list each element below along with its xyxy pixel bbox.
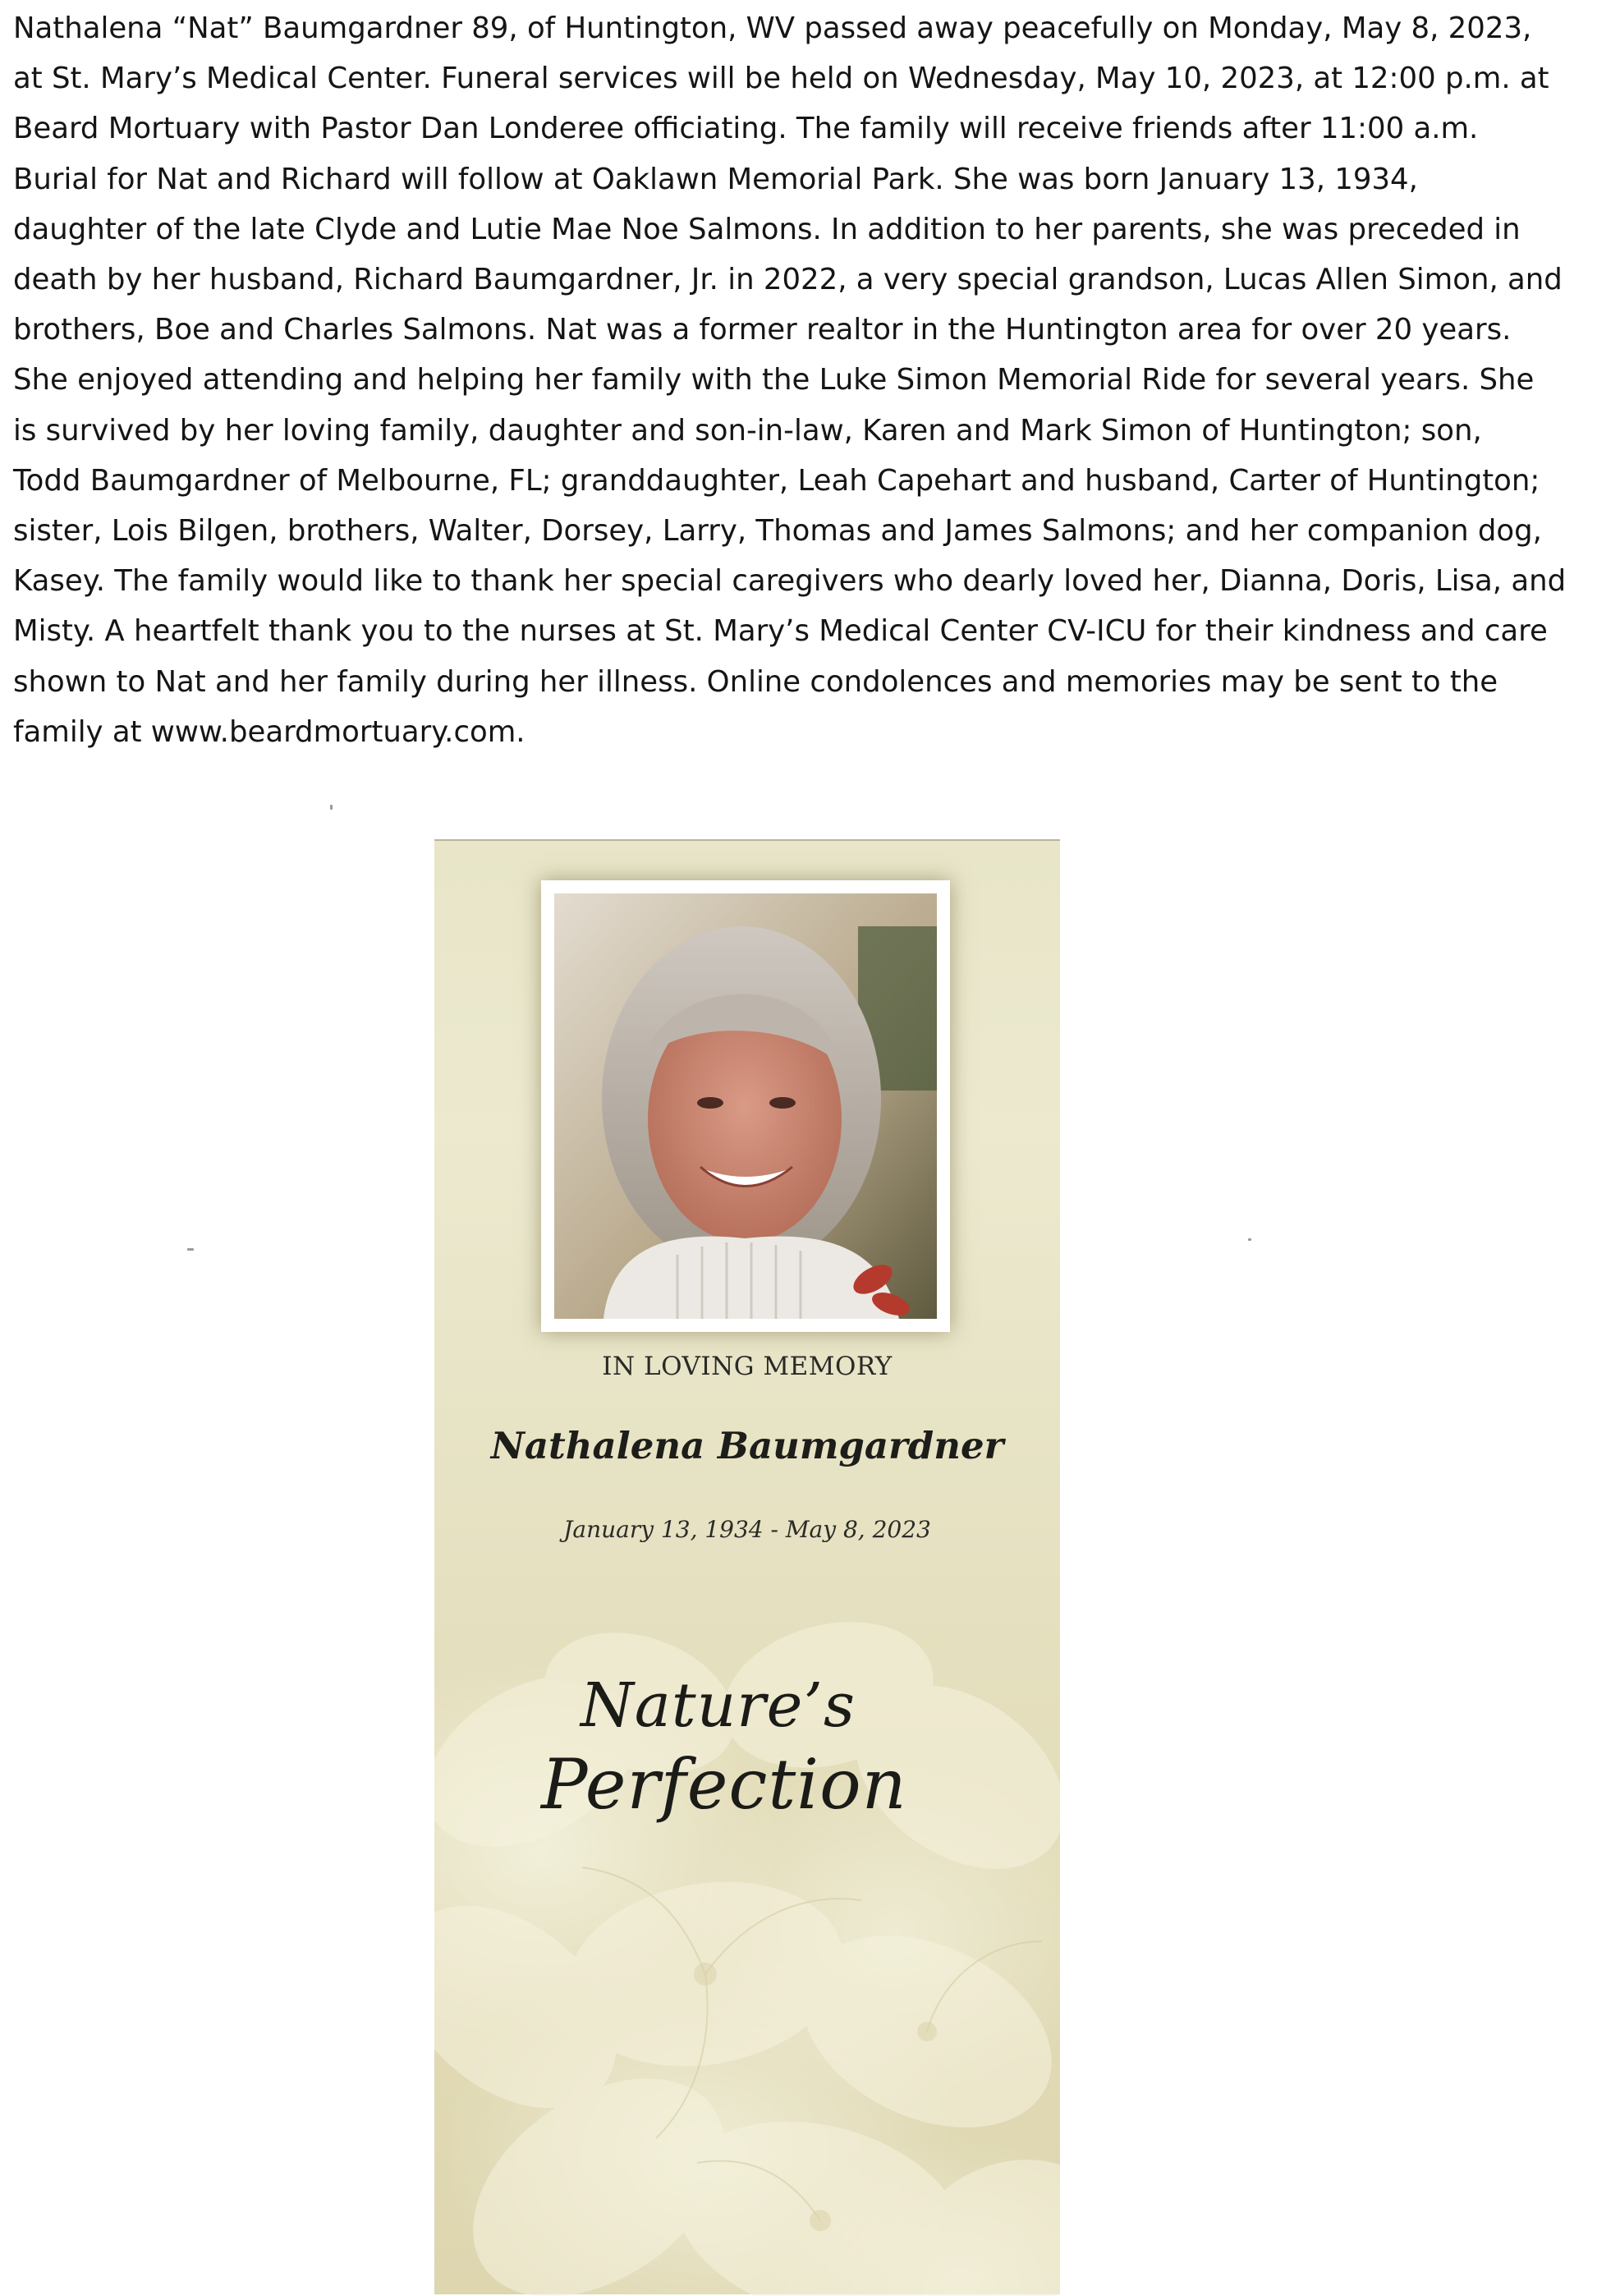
obituary-text: Nathalena “Nat” Baumgardner 89, of Huntington, WV passed away peacefully on Monday, May 8, 2023, at St. Mary’s Medical Center. Funeral services will be held on Wednesday, May 10, 2023, at 12:00 p.m. at Beard Mortuary with Pastor Dan Londeree officiating. The family will receive friends after 11:00 a.m. Burial for Nat and Richard will follow at Oaklawn Memorial Park. She was born January 13, 1934, daughter of the late Clyde and Lutie Mae Noe Salmons. In addition to her parents, she was preceded in death by her husband, Richard Baumgardner, Jr. in 2022, a very special grandson, Lucas Allen Simon, and brothers, Boe and Charles Salmons. Nat was a former realtor in the Huntington area for over 20 years. She enjoyed attending and helping her family with the Luke Simon Memorial Ride for several years. She is survived by her loving family, daughter and son-in-law, Karen and Mark Simon of Huntington; son, Todd Baumgardner of Melbourne, FL; granddaughter, Leah Capehart and husband, Carter of Huntington; sister, Lois Bilgen, brothers, Walter, Dorsey, Larry, Thomas and James Salmons; and her companion dog, Kasey. The family would like to thank her special caregivers who dearly loved her, Dianna, Doris, Lisa, and Misty. A heartfelt thank you to the nurses at St. Mary’s Medical Center CV-ICU for their kindness and care shown to Nat and her family during her illness. Online condolences and memories may be sent to the family at www.beardmortuary.com. bbox=[13, 11, 1567, 749]
memorial-card bbox=[434, 839, 1060, 2294]
scan-speck bbox=[187, 1248, 194, 1251]
script-title-line-1: Nature’s bbox=[581, 1670, 856, 1741]
card-heading: IN LOVING MEMORY bbox=[602, 1352, 893, 1381]
deceased-name: Nathalena Baumgardner bbox=[490, 1424, 1004, 1467]
portrait-photo bbox=[554, 893, 937, 1319]
scan-speck bbox=[330, 805, 333, 810]
scan-speck bbox=[1248, 1238, 1251, 1241]
life-dates: January 13, 1934 - May 8, 2023 bbox=[563, 1516, 931, 1543]
portrait-frame bbox=[541, 880, 950, 1332]
script-title-line-2: Perfection bbox=[541, 1744, 907, 1825]
